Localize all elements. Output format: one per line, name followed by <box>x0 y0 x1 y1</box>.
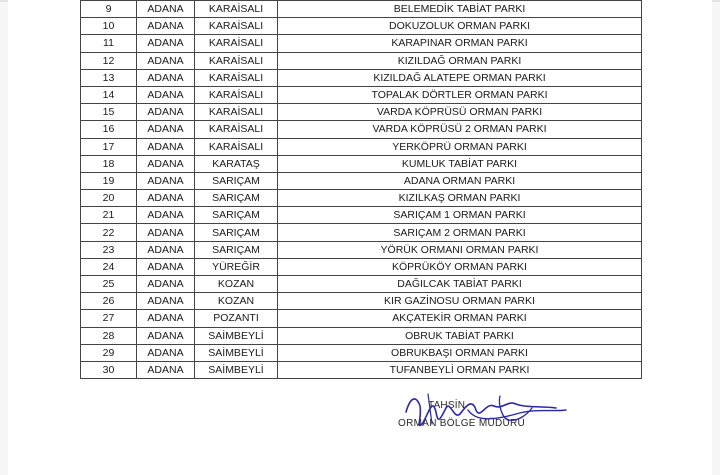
row-district: KARATAŞ <box>195 155 278 172</box>
row-park-name: YERKÖPRÜ ORMAN PARKI <box>278 138 642 155</box>
row-province: ADANA <box>137 241 195 258</box>
row-park-name: OBRUKBAŞI ORMAN PARKI <box>278 344 642 361</box>
row-park-name: TOPALAK DÖRTLER ORMAN PARKI <box>278 86 642 103</box>
row-province: ADANA <box>137 1 195 18</box>
table-row <box>81 276 642 293</box>
row-number: 29 <box>81 344 137 361</box>
row-park-name: VARDA KÖPRÜSÜ 2 ORMAN PARKI <box>278 121 642 138</box>
table-row <box>81 155 642 172</box>
table-row <box>81 172 642 189</box>
row-park-name: KIZILDAĞ ORMAN PARKI <box>278 52 642 69</box>
row-district: SARIÇAM <box>195 172 278 189</box>
signatory-name: TAHSİN <box>428 400 466 411</box>
row-number: 15 <box>81 104 137 121</box>
table-row <box>81 344 642 361</box>
row-number: 30 <box>81 361 137 378</box>
table-row <box>81 241 642 258</box>
parks-table-body <box>81 1 642 379</box>
row-province: ADANA <box>137 172 195 189</box>
row-park-name: DAĞILCAK TABİAT PARKI <box>278 276 642 293</box>
row-province: ADANA <box>137 276 195 293</box>
row-province: ADANA <box>137 190 195 207</box>
row-park-name: KÖPRÜKÖY ORMAN PARKI <box>278 258 642 275</box>
row-number: 19 <box>81 172 137 189</box>
signatory-title: ORMAN BÖLGE MÜDÜRÜ <box>398 418 526 429</box>
row-park-name: KIZILKAŞ ORMAN PARKI <box>278 190 642 207</box>
row-district: KARAİSALI <box>195 52 278 69</box>
row-district: KARAİSALI <box>195 104 278 121</box>
table-row <box>81 207 642 224</box>
row-park-name: AKÇATEKİR ORMAN PARKI <box>278 310 642 327</box>
row-district: KARAİSALI <box>195 35 278 52</box>
row-number: 18 <box>81 155 137 172</box>
row-park-name: TUFANBEYLİ ORMAN PARKI <box>278 361 642 378</box>
row-district: SAİMBEYLİ <box>195 361 278 378</box>
row-province: ADANA <box>137 35 195 52</box>
row-number: 21 <box>81 207 137 224</box>
table-row <box>81 35 642 52</box>
row-province: ADANA <box>137 86 195 103</box>
row-province: ADANA <box>137 293 195 310</box>
table-row <box>81 121 642 138</box>
row-district: KARAİSALI <box>195 138 278 155</box>
row-district: KOZAN <box>195 293 278 310</box>
row-district: SAİMBEYLİ <box>195 327 278 344</box>
row-number: 17 <box>81 138 137 155</box>
row-park-name: KUMLUK TABİAT PARKI <box>278 155 642 172</box>
row-province: ADANA <box>137 310 195 327</box>
table-row <box>81 138 642 155</box>
handwritten-signature <box>376 390 586 450</box>
row-park-name: VARDA KÖPRÜSÜ ORMAN PARKI <box>278 104 642 121</box>
row-province: ADANA <box>137 104 195 121</box>
row-province: ADANA <box>137 258 195 275</box>
row-number: 23 <box>81 241 137 258</box>
table-row <box>81 224 642 241</box>
table-row <box>81 18 642 35</box>
row-district: SARIÇAM <box>195 241 278 258</box>
row-number: 13 <box>81 69 137 86</box>
table-row <box>81 52 642 69</box>
table-row <box>81 1 642 18</box>
row-province: ADANA <box>137 327 195 344</box>
row-number: 16 <box>81 121 137 138</box>
row-park-name: SARIÇAM 1 ORMAN PARKI <box>278 207 642 224</box>
row-number: 26 <box>81 293 137 310</box>
row-number: 22 <box>81 224 137 241</box>
row-number: 25 <box>81 276 137 293</box>
table-row <box>81 361 642 378</box>
row-number: 12 <box>81 52 137 69</box>
row-park-name: SARIÇAM 2 ORMAN PARKI <box>278 224 642 241</box>
row-district: SARIÇAM <box>195 207 278 224</box>
table-row <box>81 327 642 344</box>
row-number: 20 <box>81 190 137 207</box>
signature-block <box>376 390 586 450</box>
row-district: KARAİSALI <box>195 69 278 86</box>
row-district: SARIÇAM <box>195 224 278 241</box>
document-page <box>8 0 712 475</box>
row-park-name: KIR GAZİNOSU ORMAN PARKI <box>278 293 642 310</box>
row-number: 11 <box>81 35 137 52</box>
row-province: ADANA <box>137 121 195 138</box>
row-province: ADANA <box>137 69 195 86</box>
row-park-name: YÖRÜK ORMANI ORMAN PARKI <box>278 241 642 258</box>
row-province: ADANA <box>137 344 195 361</box>
row-province: ADANA <box>137 52 195 69</box>
row-province: ADANA <box>137 361 195 378</box>
parks-table <box>80 0 642 379</box>
row-number: 10 <box>81 18 137 35</box>
table-row <box>81 258 642 275</box>
row-number: 14 <box>81 86 137 103</box>
row-district: KARAİSALI <box>195 86 278 103</box>
row-district: POZANTI <box>195 310 278 327</box>
row-park-name: DOKUZOLUK ORMAN PARKI <box>278 18 642 35</box>
row-district: SARIÇAM <box>195 190 278 207</box>
row-province: ADANA <box>137 138 195 155</box>
row-number: 28 <box>81 327 137 344</box>
row-park-name: KARAPINAR ORMAN PARKI <box>278 35 642 52</box>
row-district: SAİMBEYLİ <box>195 344 278 361</box>
table-row <box>81 293 642 310</box>
row-number: 24 <box>81 258 137 275</box>
table-row <box>81 190 642 207</box>
table-row <box>81 104 642 121</box>
row-district: YÜREĞİR <box>195 258 278 275</box>
row-park-name: KIZILDAĞ ALATEPE ORMAN PARKI <box>278 69 642 86</box>
row-district: KOZAN <box>195 276 278 293</box>
row-province: ADANA <box>137 207 195 224</box>
row-province: ADANA <box>137 18 195 35</box>
row-province: ADANA <box>137 224 195 241</box>
table-row <box>81 69 642 86</box>
row-district: KARAİSALI <box>195 18 278 35</box>
row-park-name: ADANA ORMAN PARKI <box>278 172 642 189</box>
table-row <box>81 86 642 103</box>
row-district: KARAİSALI <box>195 1 278 18</box>
table-row <box>81 310 642 327</box>
row-number: 9 <box>81 1 137 18</box>
row-number: 27 <box>81 310 137 327</box>
row-park-name: BELEMEDİK TABİAT PARKI <box>278 1 642 18</box>
row-park-name: OBRUK TABİAT PARKI <box>278 327 642 344</box>
row-district: KARAİSALI <box>195 121 278 138</box>
row-province: ADANA <box>137 155 195 172</box>
